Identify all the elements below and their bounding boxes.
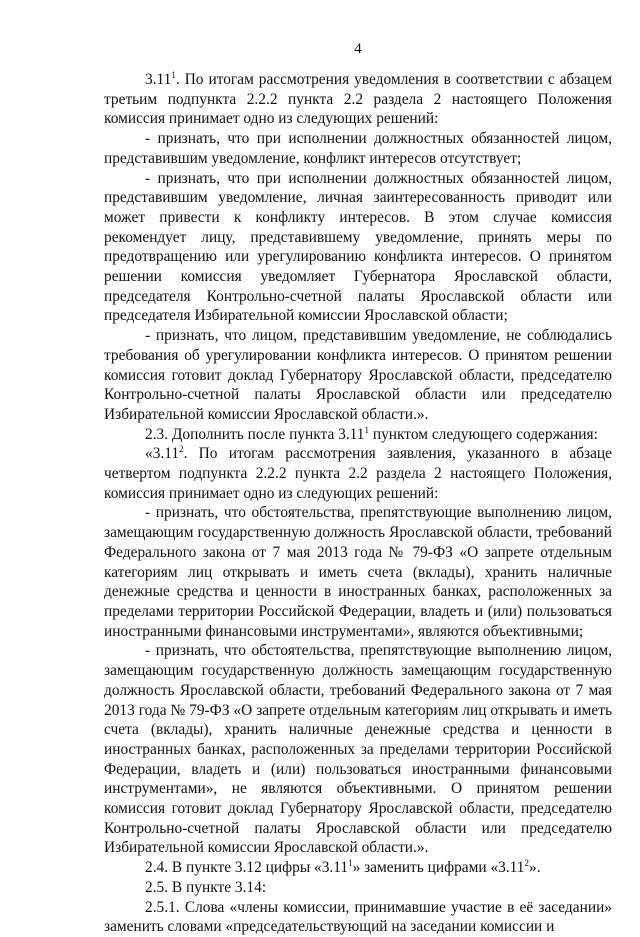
paragraph-p-decision-1: - признать, что при исполнении должностных обязанностей лицом, представившим уведомление, конфликт интересов отсутствует; [104, 130, 612, 167]
paragraph-p-2-3: 2.3. Дополнить после пункта 3.11$^1$ пунктом следующего содержания: [145, 424, 598, 443]
paragraph-p-3-11-2: «3.11$^2$. По итогам рассмотрения заявления, указанного в абзаце четвертом подпункта 2.2.2 пункта 2.2 раздела 2 настоящего Положения, комиссия принимает одно из следующих решений: [104, 444, 612, 502]
page-number: 4 [354, 41, 362, 57]
paragraph-p-2-4: 2.4. В пункте 3.12 цифры «3.11$^1$» заменить цифрами «3.11$^2$». [145, 858, 541, 877]
paragraph-p-2-5-1: 2.5.1. Слова «члены комиссии, принимавшие участие в её заседании» заменить словами «председательствующий на заседании комиссии и [104, 898, 612, 936]
paragraph-p-3-11-1: 3.11$^1$. По итогам рассмотрения уведомления в соответствии с абзацем третьим подпункта 2.2.2 пункта 2.2 раздела 2 настоящего Положения комиссия принимает одно из следующих решений: [104, 70, 612, 128]
paragraph-p-decision-5: - признать, что обстоятельства, препятствующие выполнению лицом, замещающим государственную должность замещающим государственную должность Ярославской области, требований Федерального закона от 7 мая 2013 года № 79-ФЗ «О запрете отдельным категориям лиц открывать и иметь счета (вклады), хранить наличные денежные средства и ценности в иностранных банках, расположенных за пределами территории Российской Федерации, владеть и (или) пользоваться иностранными финансовыми инструментами», не являются объективными. О принятом решении комиссия готовит доклад Губернатору Ярославской области, председателю Контрольно-счетной палаты Ярославской области или председателю Избирательной комиссии Ярославской области.». [104, 642, 612, 857]
document-page [104, 0, 612, 937]
paragraph-p-2-5: 2.5. В пункте 3.14: [145, 878, 267, 896]
paragraph-p-decision-3: - признать, что лицом, представившим уведомление, не соблюдались требования об урегулировании конфликта интересов. О принятом решении комиссия готовит доклад Губернатору Ярославской области, председателю Контрольно-счетной палаты Ярославской области или председателю Избирательной комиссии Ярославской области.». [104, 327, 612, 423]
document-body [104, 70, 612, 937]
paragraph-p-decision-2: - признать, что при исполнении должностных обязанностей лицом, представившим уведомление, личная заинтересованность приводит или может привести к конфликту интересов. В этом случае комиссия рекомендует лицу, представившему уведомление, принять меры по предотвращению или урегулированию конфликта интересов. О принятом решении комиссия уведомляет Губернатора Ярославской области, председателя Контрольно-счетной палаты Ярославской области или председателя Избирательной комиссии Ярославской области; [104, 169, 612, 325]
paragraph-p-decision-4: - признать, что обстоятельства, препятствующие выполнению лицом, замещающим государственную должность Ярославской области, требований Федерального закона от 7 мая 2013 года № 79-ФЗ «О запрете отдельным категориям лиц открывать и иметь счета (вклады), хранить наличные денежные средства и ценности в иностранных банках, расположенных за пределами территории Российской Федерации, владеть и (или) пользоваться иностранными финансовыми инструментами», являются объективными; [104, 504, 612, 640]
